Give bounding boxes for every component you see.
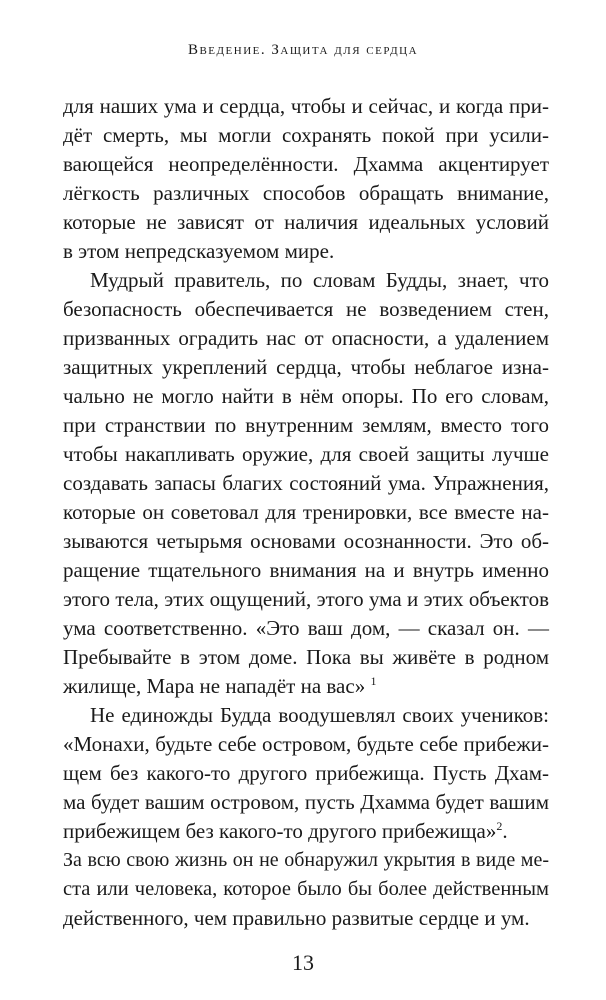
- text-line: чтобы накапливать оружие, для своей защиты лучше: [63, 442, 549, 466]
- text-line: «Монахи, будьте себе островом, будьте себе прибежи-: [63, 732, 549, 756]
- text-line: действенного, чем правильно развитые сердце и ум.: [63, 906, 530, 930]
- text-line: Пребывайте в этом доме. Пока вы живёте в родном: [63, 645, 549, 669]
- text-line: Не единожды Будда воодушевлял своих учеников:: [90, 703, 549, 727]
- footnote-marker[interactable]: 2: [496, 819, 503, 833]
- text-line: дёт смерть, мы могли сохранять покой при усили-: [63, 123, 549, 147]
- page-number: 13: [292, 950, 314, 975]
- text-line: для наших ума и сердца, чтобы и сейчас, и когда при-: [63, 94, 549, 118]
- text-line: которые он советовал для тренировки, все вместе на-: [63, 500, 549, 524]
- text-line: [63, 672, 549, 701]
- text-line: защитных укреплений сердца, чтобы неблагое изна-: [63, 355, 549, 379]
- text-line: которые не зависят от наличия идеальных условий: [63, 210, 549, 234]
- paragraph-1: [63, 92, 549, 266]
- body-text: [63, 92, 549, 933]
- paragraph-3: [63, 701, 549, 933]
- text-line: лёгкость различных способов обращать внимание,: [63, 181, 549, 205]
- paragraph-2: [63, 266, 549, 701]
- text-line: ума соответственно. «Это ваш дом, — сказал он. —: [63, 616, 549, 640]
- text-line-content: прибежищем без какого-то другого прибежища»: [63, 819, 497, 843]
- text-line: безопасность обеспечивается не возведением стен,: [63, 297, 549, 321]
- text-line: этого тела, этих ощущений, этого ума и этих объектов: [63, 587, 549, 611]
- text-line: вающейся неопределённости. Дхамма акцентирует: [63, 152, 549, 176]
- text-line: создавать запасы благих состояний ума. Упражнения,: [63, 471, 549, 495]
- text-line: Мудрый правитель, по словам Будды, знает, что: [90, 268, 549, 292]
- text-line: зываются четырьмя основами осознанности. Это об-: [63, 529, 549, 553]
- text-line: ращение тщательного внимания на и внутрь именно: [63, 558, 549, 582]
- text-line: За всю свою жизнь он не обнаружил укрытия в виде ме-: [63, 849, 549, 871]
- running-head: Введение. Защита для сердца: [187, 42, 419, 58]
- text-line: ма будет вашим островом, пусть Дхамма будет вашим: [63, 790, 549, 814]
- text-line: в этом непредсказуемом мире.: [63, 239, 335, 263]
- text-line-content: жилище, Мара не нападёт на вас»: [63, 674, 366, 698]
- text-line: ста или человека, которое было бы более действенным: [63, 878, 549, 900]
- footnote-marker[interactable]: 1: [370, 674, 377, 688]
- text-line: при странствии по внутренним землям, вместо того: [63, 413, 549, 437]
- text-line: чально не могло найти в нём опоры. По его словам,: [63, 384, 549, 408]
- text-line: призванных оградить нас от опасности, а удалением: [63, 326, 549, 350]
- text-line: прибежищем без какого-то другого прибежища»$^2$.: [63, 819, 508, 843]
- text-line: щем без какого-то другого прибежища. Пусть Дхам-: [63, 761, 549, 785]
